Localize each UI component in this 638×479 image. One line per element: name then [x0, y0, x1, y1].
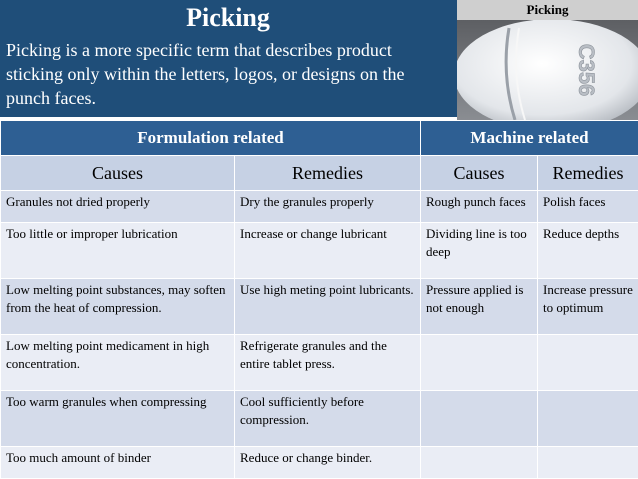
- subheader-formulation-remedies: Remedies: [235, 156, 421, 191]
- table-cell: Cool sufficiently before compression.: [235, 391, 421, 447]
- table-row: [1, 191, 638, 223]
- table-cell: Rough punch faces: [421, 191, 538, 223]
- table-row: [1, 222, 638, 278]
- subheader-row: [1, 156, 638, 191]
- tablet-engraving: C356: [574, 43, 599, 97]
- table-cell: Pressure applied is not enough: [421, 278, 538, 334]
- table-cell: [421, 391, 538, 447]
- picking-table: [0, 120, 638, 479]
- subheader-machine-causes: Causes: [421, 156, 538, 191]
- table-cell: [538, 447, 638, 479]
- table-cell: Dividing line is too deep: [421, 222, 538, 278]
- table-row: [1, 278, 638, 334]
- table-cell: [421, 447, 538, 479]
- subheader-machine-remedies: Remedies: [538, 156, 638, 191]
- table-cell: [538, 334, 638, 390]
- tablet-photo: [457, 0, 638, 120]
- table-cell: Dry the granules properly: [235, 191, 421, 223]
- slide-description: Picking is a more specific term that describes product sticking only within the letters, logos, or designs on the punch faces.: [6, 40, 405, 108]
- table-cell: Polish faces: [538, 191, 638, 223]
- table-cell: Increase pressure to optimum: [538, 278, 638, 334]
- table-cell: Reduce or change binder.: [235, 447, 421, 479]
- table-row: [1, 391, 638, 447]
- table-cell: Too much amount of binder: [1, 447, 235, 479]
- table-cell: Too warm granules when compressing: [1, 391, 235, 447]
- table-cell: Low melting point medicament in high concentration.: [1, 334, 235, 390]
- group-header-row: [1, 121, 638, 156]
- table-cell: Use high meting point lubricants.: [235, 278, 421, 334]
- table-cell: [421, 334, 538, 390]
- group-formulation-related: Formulation related: [1, 121, 421, 156]
- slide-title: Picking: [186, 3, 270, 32]
- table-cell: Reduce depths: [538, 222, 638, 278]
- tablet-image: [457, 20, 638, 120]
- table-cell: Low melting point substances, may soften from the heat of compression.: [1, 278, 235, 334]
- table-cell: Refrigerate granules and the entire tablet press.: [235, 334, 421, 390]
- table-cell: Granules not dried properly: [1, 191, 235, 223]
- table-row: [1, 447, 638, 479]
- table-cell: Too little or improper lubrication: [1, 222, 235, 278]
- table-row: [1, 334, 638, 390]
- table-cell: Increase or change lubricant: [235, 222, 421, 278]
- group-machine-related: Machine related: [421, 121, 638, 156]
- subheader-formulation-causes: Causes: [1, 156, 235, 191]
- table-cell: [538, 391, 638, 447]
- photo-label: Picking: [457, 0, 638, 20]
